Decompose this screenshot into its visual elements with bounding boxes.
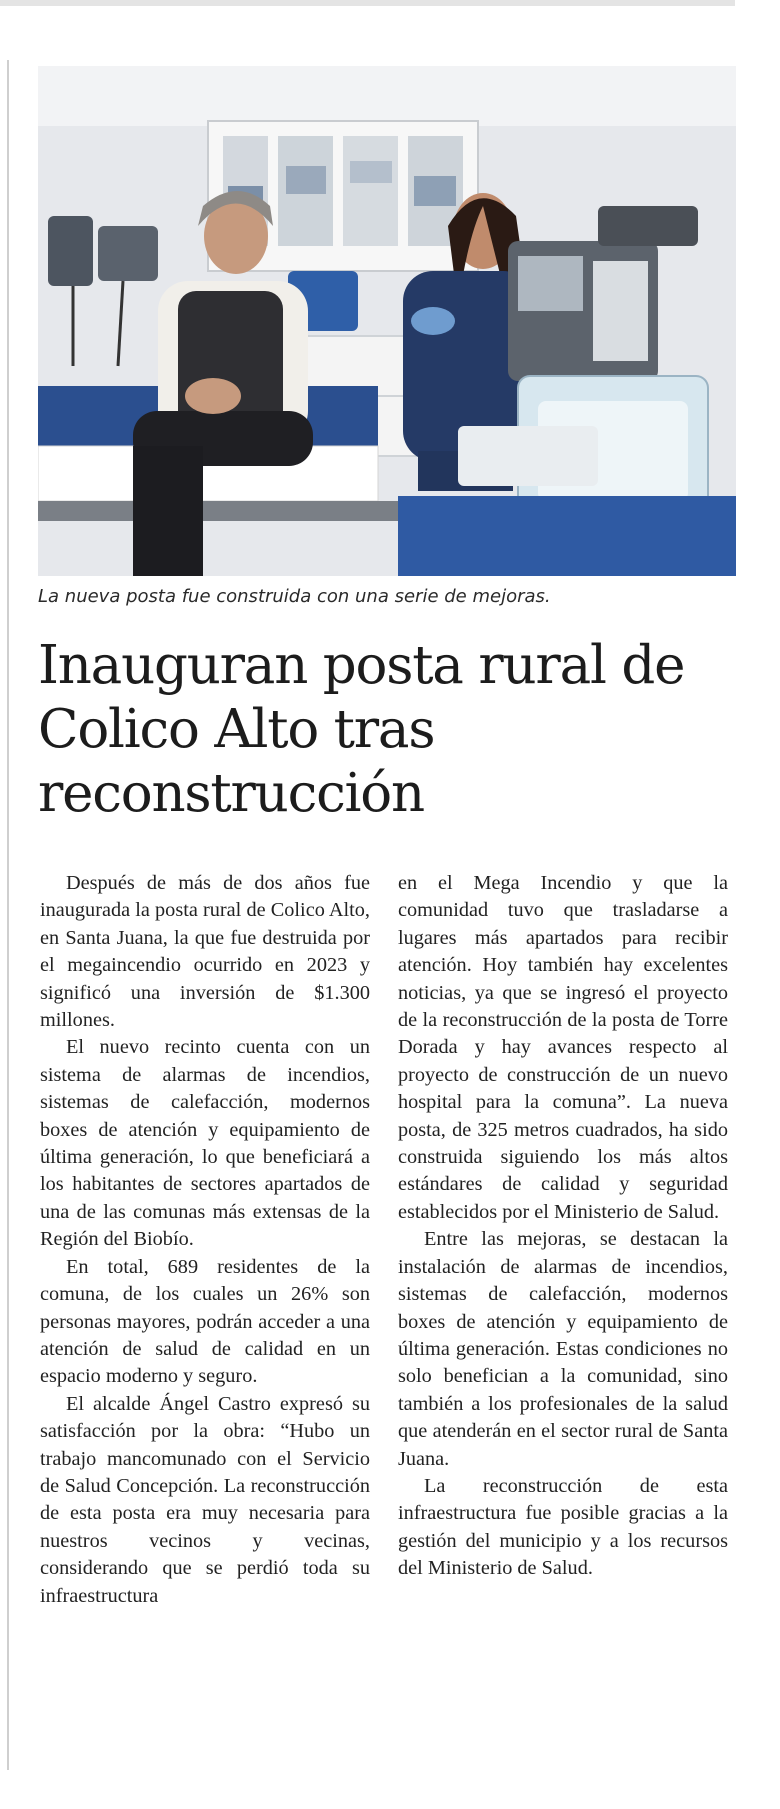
article-photo — [38, 66, 736, 576]
article-column-right — [398, 870, 728, 1583]
body-paragraph: Después de más de dos años fue inaugurada la posta rural de Colico Alto, en Santa Juana, la que fue destruida por el megaincendio ocurrido en 2023 y significó una inversión de $1.300 millones. — [40, 872, 370, 1032]
article-headline: Inauguran posta rural de Colico Alto tras reconstrucción — [38, 635, 685, 824]
page-top-strip — [0, 0, 735, 6]
article-column-left — [40, 870, 370, 1610]
photo-caption: La nueva posta fue construida con una serie de mejoras. — [38, 586, 551, 607]
body-paragraph: La reconstrucción de esta infraestructura fue posible gracias a la gestión del municipio y a los recursos del Ministerio de Salud. — [398, 1474, 728, 1580]
body-paragraph: El alcalde Ángel Castro expresó su satisfacción por la obra: “Hubo un trabajo mancomunado con el Servicio de Salud Concepción. La reconstrucción de esta posta era muy necesaria para nuestros vecinos y vecinas, considerando que se perdió toda su infraestructura — [40, 1392, 370, 1607]
body-paragraph: El nuevo recinto cuenta con un sistema de alarmas de incendios, sistemas de calefacción, modernos boxes de atención y equipamiento de última generación, lo que beneficiará a los habitantes de sectores apartados de una de las comunas más extensas de la Región del Biobío. — [40, 1036, 370, 1251]
body-paragraph: en el Mega Incendio y que la comunidad tuvo que trasladarse a lugares más apartados para recibir atención. Hoy también hay excelentes noticias, ya que se ingresó el proyecto de la reconstrucción de la posta de Torre Dorada y hay avances respecto al proyecto de construcción de un nuevo hospital para la comuna”. La nueva posta, de 325 metros cuadrados, ha sido construida siguiendo los más altos estándares de calidad y seguridad establecidos por el Ministerio de Salud. — [398, 872, 728, 1223]
body-paragraph: En total, 689 residentes de la comuna, de los cuales un 26% son personas mayores, podrán acceder a una atención de salud de calidad en un espacio moderno y seguro. — [40, 1255, 370, 1388]
page-left-rule — [7, 60, 9, 1770]
body-paragraph: Entre las mejoras, se destacan la instalación de alarmas de incendios, sistemas de calefacción, modernos boxes de atención y equipamiento de última generación. Estas condiciones no solo benefician a la comunidad, sino también a los profesionales de la salud que atenderán en el sector rural de Santa Juana. — [398, 1228, 728, 1470]
